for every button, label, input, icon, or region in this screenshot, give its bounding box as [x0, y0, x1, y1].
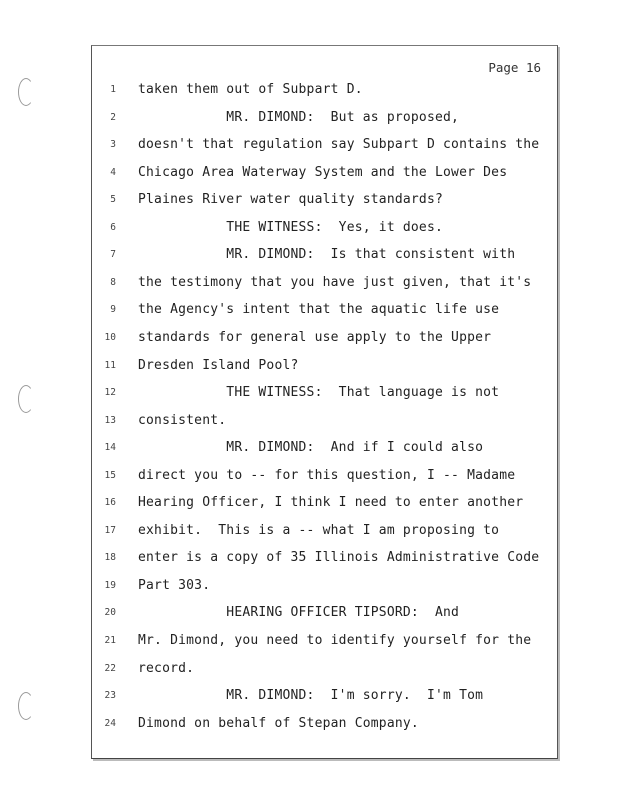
line-text: enter is a copy of 35 Illinois Administrative Code: [138, 550, 540, 566]
line-text: the Agency's intent that the aquatic life use: [138, 302, 500, 318]
transcript-line: [92, 468, 557, 495]
transcript-line: [92, 192, 557, 219]
line-text: consistent.: [138, 412, 227, 428]
transcript-line: [92, 440, 557, 467]
line-number: 22: [104, 662, 116, 674]
line-number: 20: [104, 607, 116, 619]
transcript-line: [92, 688, 557, 715]
line-number: 3: [110, 139, 116, 151]
line-text: THE WITNESS: Yes, it does.: [138, 219, 444, 235]
line-number: 21: [104, 635, 116, 646]
transcript-line: [92, 495, 557, 522]
transcript-line: [92, 165, 557, 192]
transcript-line: [92, 523, 557, 550]
punch-hole-middle: [18, 385, 34, 413]
line-text: Dimond on behalf of Stepan Company.: [138, 715, 419, 731]
transcript-line: [92, 330, 557, 357]
line-text: MR. DIMOND: And if I could also: [138, 440, 484, 456]
line-text: MR. DIMOND: But as proposed,: [138, 109, 460, 125]
line-number: 1: [110, 84, 116, 95]
line-number: 8: [110, 276, 116, 288]
transcript-line: [92, 605, 557, 632]
transcript-line: [92, 550, 557, 577]
line-number: 12: [104, 387, 116, 399]
transcript-line: [92, 661, 557, 688]
line-text: HEARING OFFICER TIPSORD: And: [138, 605, 460, 621]
transcript-line: [92, 82, 557, 109]
line-number: 7: [110, 249, 116, 261]
line-text: doesn't that regulation say Subpart D contains the: [138, 137, 540, 153]
transcript-line: [92, 275, 557, 302]
line-text: Dresden Island Pool?: [138, 357, 299, 373]
transcript-line: [92, 302, 557, 329]
line-number: 18: [104, 552, 116, 564]
line-text: taken them out of Subpart D.: [138, 82, 363, 97]
line-text: Part 303.: [138, 577, 211, 593]
line-number: 14: [104, 442, 116, 454]
line-text: exhibit. This is a -- what I am proposing to: [138, 522, 500, 538]
transcript-line: [92, 413, 557, 440]
punch-hole-bottom: [18, 692, 34, 720]
line-number: 13: [104, 414, 116, 426]
line-number: 6: [110, 221, 116, 233]
line-number: 11: [104, 359, 116, 371]
transcript-line: [92, 578, 557, 605]
transcript-line: [92, 110, 557, 137]
transcript-line: [92, 137, 557, 164]
line-text: standards for general use apply to the Upper: [138, 329, 492, 345]
line-number: 2: [110, 111, 116, 123]
line-number: 19: [104, 579, 116, 591]
line-text: Chicago Area Waterway System and the Lower Des: [138, 164, 508, 180]
transcript-line: [92, 247, 557, 274]
transcript-line: [92, 358, 557, 385]
line-text: THE WITNESS: That language is not: [138, 385, 500, 401]
line-text: MR. DIMOND: Is that consistent with: [138, 247, 516, 263]
line-number: 15: [104, 469, 116, 481]
transcript-line: [92, 633, 557, 660]
transcript-page: [91, 45, 558, 759]
line-text: record.: [138, 660, 195, 676]
line-number: 10: [104, 331, 116, 343]
line-text: Plaines River water quality standards?: [138, 192, 444, 208]
line-number: 17: [104, 524, 116, 536]
line-text: the testimony that you have just given, that it's: [138, 274, 532, 290]
line-text: Mr. Dimond, you need to identify yourself for the: [138, 633, 532, 648]
line-number: 24: [104, 717, 116, 729]
line-number: 5: [110, 194, 116, 206]
line-number: 9: [110, 304, 116, 316]
transcript-line: [92, 716, 557, 743]
line-text: Hearing Officer, I think I need to enter another: [138, 495, 524, 511]
line-number: 16: [104, 497, 116, 509]
punch-hole-top: [18, 78, 34, 106]
transcript-line: [92, 385, 557, 412]
page-number: Page 16: [488, 60, 541, 75]
line-number: 23: [104, 690, 116, 702]
line-number: 4: [110, 166, 116, 178]
transcript-line: [92, 220, 557, 247]
line-text: MR. DIMOND: I'm sorry. I'm Tom: [138, 688, 484, 704]
line-text: direct you to -- for this question, I -- Madame: [138, 467, 516, 483]
